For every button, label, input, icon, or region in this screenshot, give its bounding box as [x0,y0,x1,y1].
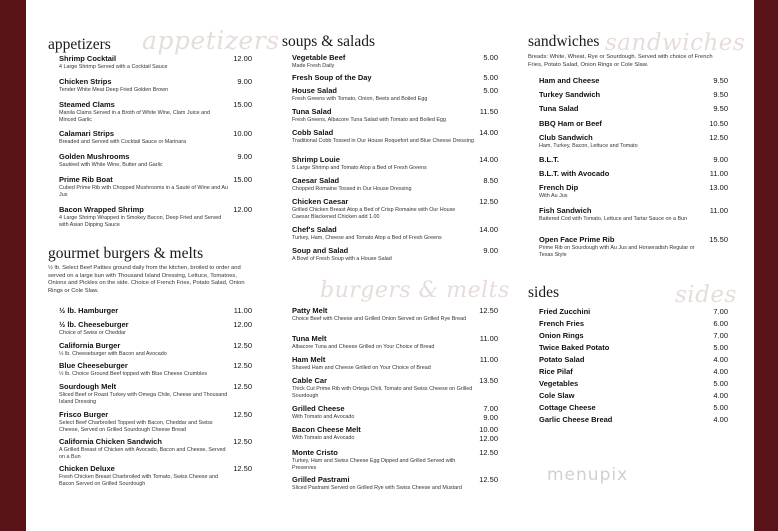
item-price: 5.00 [713,343,728,352]
item-price: 12.50 [479,475,498,484]
item-name: Shrimp Cocktail [59,54,117,63]
sandwiches-heading: sandwiches [528,33,600,50]
item-name: Chicken Strips [59,77,112,86]
item-name: Monte Cristo [292,448,338,457]
item-name: House Salad [292,86,338,95]
menu-item [292,426,498,442]
menu-item [59,206,252,229]
sides-script-heading: sides [675,282,737,308]
item-price: 12.50 [479,197,498,206]
item-price: 4.00 [713,355,728,364]
right-column [515,0,754,531]
item-price: 9.00 [483,246,498,255]
menu-item [539,156,728,165]
menu-item [292,307,498,323]
sides-heading: sides [528,284,559,301]
item-description: Chopped Romaine Tossed in Our House Dressing [292,186,412,193]
menu-item [539,77,728,86]
burgers-melts-script-heading: burgers & melts [320,278,510,303]
item-price: 4.00 [713,367,728,376]
item-description: Ham, Turkey, Bacon, Lettuce and Tomato [539,143,638,150]
menu-item [59,362,252,378]
item-name: Cobb Salad [292,128,334,137]
item-name: Patty Melt [292,306,328,315]
menu-item [292,405,498,421]
item-description: Turkey, Ham, Cheese and Tomato Atop a Bed of Fresh Greens [292,235,442,242]
item-description: Tender White Meat Deep Fried Golden Brown [59,87,169,94]
item-price: 7.00 [483,404,498,413]
item-price: 12.00 [233,54,252,63]
item-description: Sliced Beef or Roast Turkey with Omega Chile, Cheese and Thousand Island Dressing [59,392,228,405]
item-name: French Dip [539,183,579,192]
item-name: Fried Zucchini [539,307,591,316]
item-price: 5.00 [713,379,728,388]
item-name: Bacon Cheese Melt [292,425,361,434]
item-price: 12.50 [479,306,498,315]
item-price: 12.50 [709,133,728,142]
menu-item [59,153,252,169]
item-price: 13.00 [709,183,728,192]
item-name: Chef's Salad [292,225,337,234]
item-description: A Grilled Breast of Chicken with Avocado, Bacon and Cheese, Served on a Bun [59,447,226,460]
item-price: 5.00 [713,403,728,412]
item-name: Potato Salad [539,355,585,364]
item-price: 4.00 [713,415,728,424]
appetizers-script-heading: appetizers [142,26,280,55]
item-name: Bacon Wrapped Shrimp [59,205,144,214]
item-description: Sautéed with White Wine, Butter and Garlic [59,162,163,169]
menu-item [292,377,498,400]
item-description: Choice Beef with Cheese and Grilled Onion Served on Grilled Rye Bread [292,316,467,323]
item-price: 10.00 [479,425,498,434]
item-name: Caesar Salad [292,176,340,185]
menu-item [59,342,252,358]
menu-item [292,74,498,83]
menu-item [292,198,498,221]
menu-item [292,356,498,372]
item-name: Ham and Cheese [539,76,600,85]
item-description: Choice of Swiss or Cheddar [59,330,126,337]
menu-item [539,392,728,401]
item-description: Prime Rib on Sourdough with Au Jus and Horseradish Regular or Texas Style [539,245,695,258]
item-price: 9.00 [713,155,728,164]
item-description: Fresh Chicken Breast Charbroiled with Tomato, Swiss Cheese and Bacon Served on Grilled Sourdough [59,474,218,487]
menu-item [292,476,498,492]
menu-item [539,308,728,317]
item-price: 13.50 [479,376,498,385]
appetizers-heading: appetizers [48,36,111,53]
item-price: 12.50 [233,361,252,370]
item-name: Sourdough Melt [59,382,117,391]
item-name: California Burger [59,341,121,350]
item-description: Grilled Chicken Breast Atop a Bed of Crisp Romaine with Our House Caesar Blackened Chicken add 1.00 [292,207,456,220]
menu-item [539,380,728,389]
item-name: Twice Baked Potato [539,343,610,352]
item-name: Chicken Deluxe [59,464,115,473]
item-name: ½ lb. Cheeseburger [59,320,129,329]
item-price: 9.00 [237,152,252,161]
menu-item [59,383,252,406]
menu-item [292,87,498,103]
item-description: With Au Jus [539,193,568,200]
menu-item [292,177,498,193]
item-price: 10.00 [233,129,252,138]
item-price: 12.50 [233,464,252,473]
item-name: B.L.T. with Avocado [539,169,610,178]
item-name: Cole Slaw [539,391,575,400]
item-description: 5 Large Shrimp and Tomato Atop a Bed of Fresh Greens [292,165,427,172]
item-price: 15.00 [233,100,252,109]
menu-item [539,356,728,365]
menu-item [59,130,252,146]
item-price: 12.50 [233,410,252,419]
item-description: Shaved Ham and Cheese Grilled on Your Choice of Bread [292,365,431,372]
menu-item [539,134,728,150]
item-name: Rice Pilaf [539,367,573,376]
menu-item [59,438,252,461]
menu-item [59,176,252,199]
item-price: 4.00 [713,391,728,400]
item-price: 6.00 [713,319,728,328]
item-description: Battered Cod with Tomato, Lettuce and Tartar Sauce on a Bun [539,216,688,223]
item-name: Golden Mushrooms [59,152,130,161]
menu-item [292,449,498,472]
menu-item [539,404,728,413]
item-price: 11.00 [233,306,252,315]
item-price: 15.00 [233,175,252,184]
item-description: ½ lb. Cheeseburger with Bacon and Avocado [59,351,167,358]
item-price: 11.00 [479,355,498,364]
item-price: 5.00 [483,86,498,95]
item-description: Cubed Prime Rib with Chopped Mushrooms in a Sauté of Wine and Au Jus [59,185,228,198]
item-name: Grilled Pastrami [292,475,350,484]
item-price: 11.00 [479,334,498,343]
menu-item [539,368,728,377]
item-price: 14.00 [479,128,498,137]
menu-item [539,332,728,341]
menupix-watermark: menupix [547,465,629,485]
item-price-alt: 9.00 [483,413,498,422]
soups-heading: soups & salads [282,33,375,50]
menu-item [539,416,728,425]
item-price: 12.00 [233,205,252,214]
item-name: Tuna Melt [292,334,327,343]
item-name: Tuna Salad [539,104,579,113]
menu-item [59,101,252,124]
item-name: Chicken Caesar [292,197,349,206]
item-name: California Chicken Sandwich [59,437,162,446]
item-price: 9.00 [237,77,252,86]
item-description: Traditional Cobb Tossed in Our House Roquefort and Blue Cheese Dressing [292,138,474,145]
item-description: A Bowl of Fresh Soup with a House Salad [292,256,392,263]
item-price: 7.00 [713,331,728,340]
menu-item [59,78,252,94]
item-description: Sliced Pastrami Served on Grilled Rye with Swiss Cheese and Mustard [292,485,462,492]
left-column [0,0,280,531]
menu-item [59,411,252,434]
sandwiches-intro: Breads: White, Wheat, Rye or Sourdough. Served with choice of French Fries, Potato Salad, Onion Rings or Cole Slaw. [528,54,713,68]
item-price: 11.00 [709,169,728,178]
menu-item [292,108,498,124]
item-price: 15.50 [709,235,728,244]
item-description: Fresh Greens with Tomato, Onion, Beets and Boiled Egg [292,96,428,103]
item-price: 12.00 [233,320,252,329]
item-description: 4 Large Shrimp Wrapped in Smokey Bacon, Deep Fried and Served with Asian Dipping Sauce [59,215,222,228]
item-price: 12.50 [233,341,252,350]
menu-item [539,120,728,129]
item-price: 14.00 [479,225,498,234]
item-description: Breaded and Served with Cocktail Sauce or Marinara [59,139,187,146]
item-description: ½ lb. Choice Ground Beef topped with Blue Cheese Crumbles [59,371,208,378]
item-description: Turkey, Ham and Swiss Cheese Egg Dipped and Grilled Served with Preserves [292,458,456,471]
middle-column [270,0,515,531]
item-name: Onion Rings [539,331,584,340]
menu-item [539,170,728,179]
item-name: ½ lb. Hamburger [59,306,119,315]
item-description: Select Beef Charbroiled Topped with Bacon, Cheddar and Swiss Cheese, Served on Grilled Sourdough Cheese Bread [59,420,213,433]
item-price: 10.50 [709,119,728,128]
sandwiches-script-heading: sandwiches [605,30,746,56]
item-description: 4 Large Shrimp Served with a Cocktail Sauce [59,64,168,71]
menu-item [539,344,728,353]
item-name: Calamari Strips [59,129,115,138]
item-price: 11.00 [709,206,728,215]
item-price: 5.00 [483,53,498,62]
item-description: Manila Clams Served in a Broth of White Wine, Clam Juice and Minced Garlic [59,110,210,123]
menu-item [59,55,252,71]
item-price: 8.50 [483,176,498,185]
item-name: Shrimp Louie [292,155,340,164]
item-description: With Tomato and Avocado [292,414,355,421]
menu-item [539,91,728,100]
item-price: 12.50 [233,382,252,391]
item-name: Ham Melt [292,355,326,364]
item-price: 12.50 [479,448,498,457]
menu-item [59,465,252,488]
item-name: Frisco Burger [59,410,109,419]
menu-item [59,321,252,337]
item-price: 12.50 [233,437,252,446]
item-name: Cottage Cheese [539,403,596,412]
item-name: Fish Sandwich [539,206,592,215]
menu-item [292,247,498,263]
item-name: Soup and Salad [292,246,349,255]
item-name: Garlic Cheese Bread [539,415,613,424]
item-price: 7.00 [713,307,728,316]
menu-item [539,105,728,114]
menu-item [539,184,728,200]
menu-item [539,320,728,329]
item-price: 5.00 [483,73,498,82]
item-description: Albacore Tuna and Cheese Grilled on Your Choice of Bread [292,344,435,351]
item-description: Thick Cut Prime Rib with Ortega Chili, Tomato and Swiss Cheese on Grilled Sourdough [292,386,473,399]
item-name: Club Sandwich [539,133,593,142]
item-description: With Tomato and Avocado [292,435,355,442]
item-name: French Fries [539,319,585,328]
item-price: 9.50 [713,104,728,113]
item-name: Fresh Soup of the Day [292,73,372,82]
menu-item [539,236,728,259]
item-price: 14.00 [479,155,498,164]
item-price: 11.50 [479,107,498,116]
item-name: Vegetables [539,379,579,388]
item-name: Turkey Sandwich [539,90,601,99]
item-description: Made Fresh Daily [292,63,335,70]
item-name: Open Face Prime Rib [539,235,615,244]
item-name: Tuna Salad [292,107,332,116]
item-name: Steamed Clams [59,100,115,109]
burgers-heading: gourmet burgers & melts [48,245,204,262]
burgers-intro: ½ lb. Select Beef Patties ground daily from the kitchen, broiled to order and served on a large bun with Thousand Island Dressing, Lettuce, Tomatoes, Onions and Pickles on the side. Choice of French Fries, Potato Salad, Onion Rings or Cole Slaw. [48,265,245,294]
menu-item [292,156,498,172]
item-name: Grilled Cheese [292,404,345,413]
menu-item [539,207,728,223]
item-price-alt: 12.00 [479,434,498,443]
menu-item [292,129,498,145]
menu-item [292,54,498,70]
item-name: Vegetable Beef [292,53,346,62]
item-name: B.L.T. [539,155,559,164]
menu-item [292,226,498,242]
item-price: 9.50 [713,76,728,85]
menu-item [59,307,252,316]
item-name: Prime Rib Boat [59,175,113,184]
item-description: Fresh Greens, Albacore Tuna Salad with Tomato and Boiled Egg [292,117,446,124]
menu-item [292,335,498,351]
right-border-bar [754,0,778,531]
item-price: 9.50 [713,90,728,99]
item-name: Blue Cheeseburger [59,361,128,370]
item-name: BBQ Ham or Beef [539,119,602,128]
item-name: Cable Car [292,376,328,385]
